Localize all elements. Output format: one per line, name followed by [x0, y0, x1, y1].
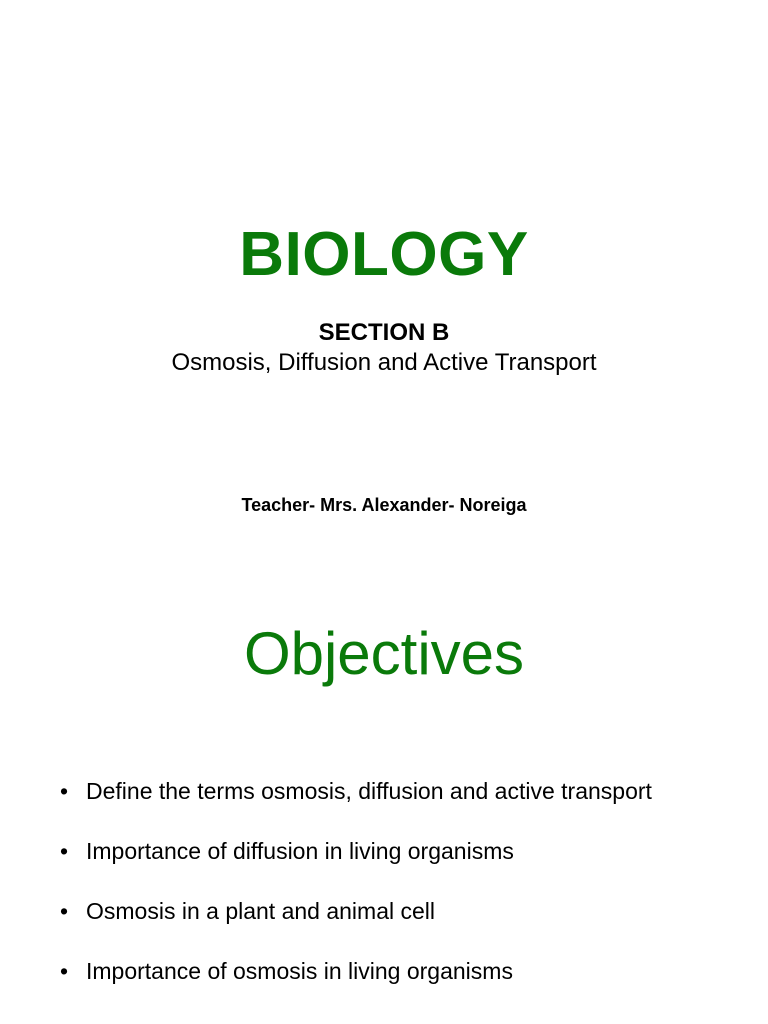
bullet-icon: •: [60, 778, 69, 804]
objective-text: Osmosis in a plant and animal cell: [86, 898, 435, 924]
objective-item: [60, 900, 750, 960]
objective-item: [60, 960, 750, 1020]
bullet-icon: •: [60, 898, 69, 924]
objective-item: [60, 780, 750, 840]
slide-title: BIOLOGY: [239, 220, 529, 289]
bullet-icon: •: [60, 838, 69, 864]
objectives-list: [60, 780, 750, 1020]
bullet-icon: •: [60, 958, 69, 984]
objective-text: Define the terms osmosis, diffusion and active transport: [86, 778, 652, 804]
objective-text: Importance of diffusion in living organisms: [86, 838, 514, 864]
objectives-slide: [0, 560, 768, 1024]
objectives-title: Objectives: [243, 620, 525, 687]
section-subtitle: Osmosis, Diffusion and Active Transport: [171, 349, 597, 376]
section-heading: SECTION B: [318, 319, 450, 346]
objective-text: Importance of osmosis in living organisms: [86, 958, 513, 984]
teacher-name: Teacher- Mrs. Alexander- Noreiga: [241, 495, 527, 515]
objective-item: [60, 840, 750, 900]
